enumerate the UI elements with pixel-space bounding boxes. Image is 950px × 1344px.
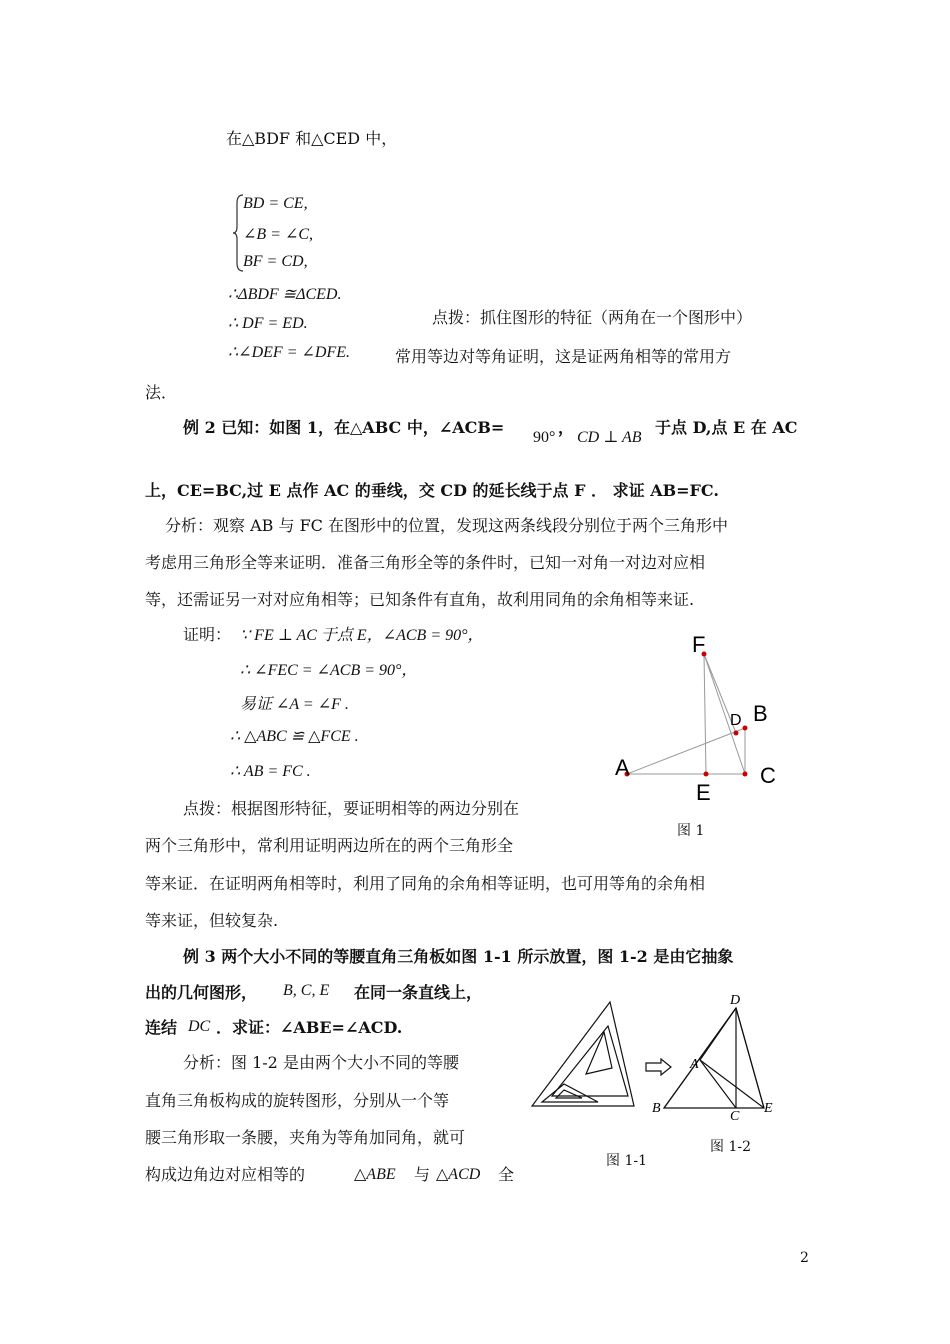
ex2-deg: 90°	[533, 429, 556, 446]
fig1-caption: 图 1	[677, 823, 705, 839]
figure-1	[605, 630, 795, 815]
eq-2: ∠B = ∠C,	[243, 226, 314, 243]
fig1-label-B: B	[753, 701, 768, 726]
ex3-dc: DC	[188, 1018, 211, 1035]
ex3-last-a: 构成边角边对应相等的	[145, 1165, 306, 1184]
proof-label: 证明：	[183, 625, 232, 644]
fig1-label-A: A	[615, 755, 630, 780]
fig11-caption: 图 1-1	[606, 1153, 647, 1169]
ex3-analysis-3: 腰三角形取一条腰，夹角为等角加同角，就可	[145, 1128, 466, 1147]
ex3-line3b: ．求证：∠ABE=∠ACD.	[216, 1018, 403, 1037]
tip1-line2: 常用等边对等角证明，这是证两角相等的常用方	[395, 347, 732, 366]
intro-line: 在△BDF 和△CED 中，	[226, 129, 398, 148]
figure-1-2	[652, 990, 782, 1120]
proof-1: ∵ FE ⊥ AC 于点 E，∠ACB = 90°，	[240, 627, 484, 644]
tip1-line1: 点拨：抓住图形的特征（两角在一个图形中）	[432, 308, 753, 327]
ex2-perp: CD ⊥ AB	[577, 429, 642, 446]
fig1-label-F: F	[692, 632, 706, 657]
ex2-tip-1: 点拨：根据图形特征，要证明相等的两边分别在	[183, 799, 520, 818]
ex2-analysis-2: 考虑用三角形全等来证明．准备三角形全等的条件时，已知一对角一对边对应相	[145, 553, 706, 572]
concl-1: ∴ΔBDF ≅ΔCED.	[228, 286, 342, 303]
ex2-comma: ，	[558, 418, 575, 437]
fig12-label-B: B	[652, 1101, 661, 1116]
ex3-line2a: 出的几何图形，	[145, 983, 258, 1002]
ex3-line1: 例 3 两个大小不同的等腰直角三角板如图 1-1 所示放置，图 1-2 是由它抽象	[183, 947, 734, 966]
ex2-tip-2: 两个三角形中，常利用证明两边所在的两个三角形全	[145, 836, 514, 855]
ex2-tip-4: 等来证，但较复杂.	[145, 911, 279, 930]
ex3-analysis-1: 分析：图 1-2 是由两个大小不同的等腰	[183, 1053, 459, 1072]
ex3-last-b: 与	[414, 1165, 431, 1184]
proof-3: 易证 ∠A = ∠F .	[240, 696, 349, 713]
fig1-label-D: D	[730, 712, 742, 729]
ex3-line3a: 连结	[145, 1018, 178, 1037]
ex2-analysis-1: 分析：观察 AB 与 FC 在图形中的位置，发现这两条线段分别位于两个三角形中	[165, 516, 729, 535]
fig12-caption: 图 1-2	[710, 1139, 751, 1155]
eq-3: BF = CD,	[243, 253, 308, 270]
ex3-tri2: △ACD	[436, 1166, 481, 1183]
ex3-tri1: △ABE	[354, 1166, 396, 1183]
proof-5: ∴ AB = FC .	[230, 763, 311, 780]
fig1-label-E: E	[696, 780, 711, 805]
ex3-points: B, C, E	[283, 982, 330, 999]
tip1-line3: 法．	[145, 383, 178, 402]
fig12-label-C: C	[730, 1109, 740, 1120]
ex2-tip-3: 等来证．在证明两角相等时，利用了同角的余角相等证明，也可用等角的余角相	[145, 874, 706, 893]
fig12-label-D: D	[730, 993, 741, 1008]
ex3-analysis-2: 直角三角板构成的旋转图形，分别从一个等	[145, 1091, 450, 1110]
eq-1: BD = CE,	[243, 195, 308, 212]
ex2-line1: 例 2 已知：如图 1，在△ABC 中，∠ACB=	[183, 418, 505, 437]
ex2-line2: 上，CE=BC,过 E 点作 AC 的垂线，交 CD 的延长线于点 F ． 求证 AB=FC.	[145, 481, 719, 500]
figure-1-1	[528, 998, 648, 1108]
proof-2: ∴ ∠FEC = ∠ACB = 90°，	[240, 662, 418, 679]
fig12-label-E: E	[764, 1101, 773, 1116]
fig12-label-A: A	[690, 1057, 699, 1072]
equation-system	[233, 193, 373, 273]
ex2-line1b: 于点 D,点 E 在 AC	[655, 418, 798, 437]
proof-4: ∴ △ABC ≌ △FCE .	[230, 728, 359, 745]
ex3-line2b: 在同一条直线上，	[354, 983, 483, 1002]
ex3-last-c: 全	[498, 1165, 515, 1184]
concl-3: ∴∠DEF = ∠DFE.	[228, 344, 350, 361]
concl-2: ∴ DF = ED.	[228, 315, 308, 332]
ex2-analysis-3: 等，还需证另一对对应角相等；已知条件有直角，故利用同角的余角相等来证.	[145, 590, 695, 609]
page-number: 2	[800, 1250, 809, 1266]
fig1-label-C: C	[760, 763, 776, 788]
